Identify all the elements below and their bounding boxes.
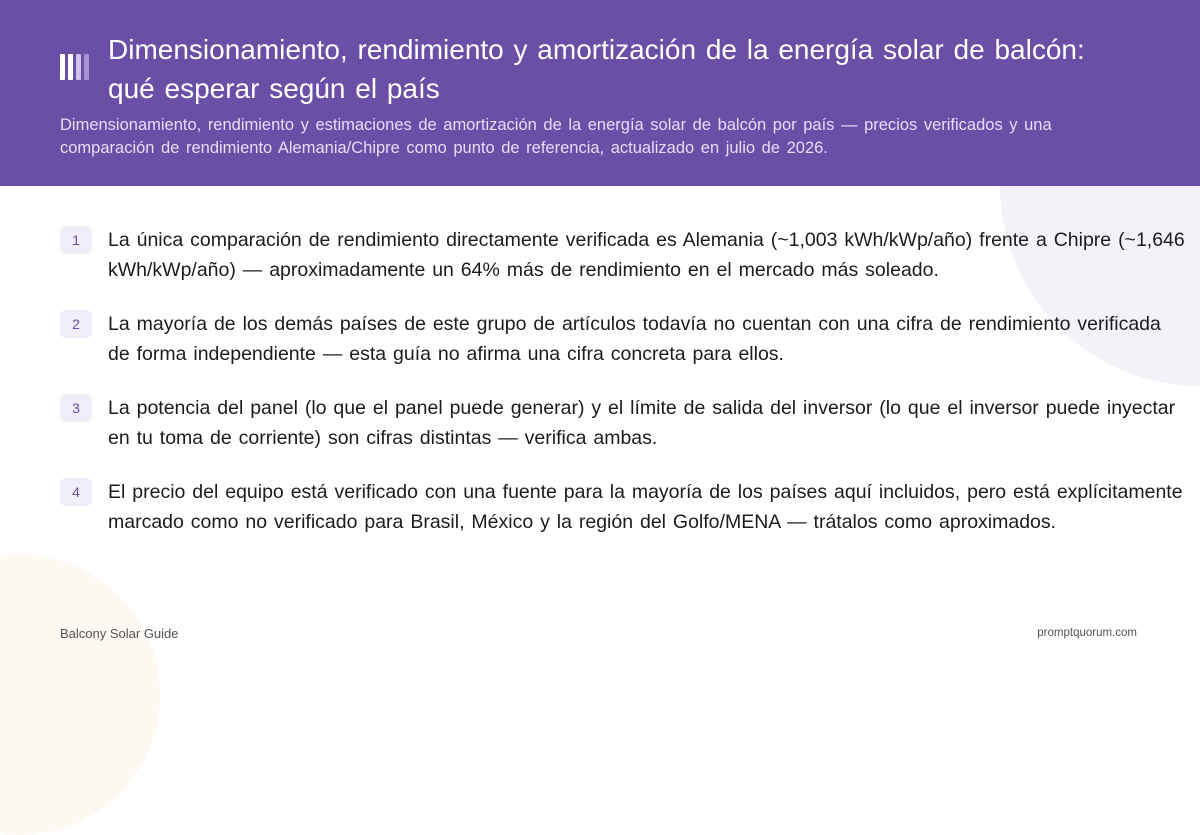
item-text: La mayoría de los demás países de este grupo de artículos todavía no cuentan con una cifra de rendimiento verificada de forma independiente — esta guía no afirma una cifra concreta para ellos. (108, 313, 1161, 365)
item-number-badge: 2 (60, 310, 92, 338)
page-title: Dimensionamiento, rendimiento y amortización de la energía solar de balcón: qué esperar según el país (108, 34, 1085, 104)
key-points-list (60, 225, 1185, 561)
item-text: El precio del equipo está verificado con una fuente para la mayoría de los países aquí incluidos, pero está explícitamente marcado como no verificado para Brasil, México y la región del Golfo/MENA — trátalos como aproximados. (108, 481, 1183, 533)
item-number-badge: 3 (60, 394, 92, 422)
item-text: La potencia del panel (lo que el panel puede generar) y el límite de salida del inversor (lo que el inversor puede inyectar en tu toma de corriente) son cifras distintas — verifica ambas. (108, 397, 1176, 449)
footer-brand: Balcony Solar Guide (60, 626, 179, 641)
list-item (60, 477, 1185, 537)
item-text: La única comparación de rendimiento directamente verificada es Alemania (~1,003 kWh/kWp/año) frente a Chipre (~1,646 kWh/kWp/año) — aproximadamente un 64% más de rendimiento en el mercado más soleado. (108, 229, 1185, 281)
bar-stripes-icon (60, 54, 94, 80)
footer-site: promptquorum.com (1037, 627, 1137, 639)
list-item (60, 393, 1185, 453)
list-item (60, 309, 1185, 369)
list-item (60, 225, 1185, 285)
decorative-circle-left (0, 555, 160, 835)
item-number-badge: 4 (60, 478, 92, 506)
header-banner (0, 0, 1200, 186)
item-number-badge: 1 (60, 226, 92, 254)
page-subtitle: Dimensionamiento, rendimiento y estimaciones de amortización de la energía solar de balcón por país — precios verificados y una comparación de rendimiento Alemania/Chipre como punto de referencia, actualizado en julio de 2026. (60, 116, 1052, 157)
